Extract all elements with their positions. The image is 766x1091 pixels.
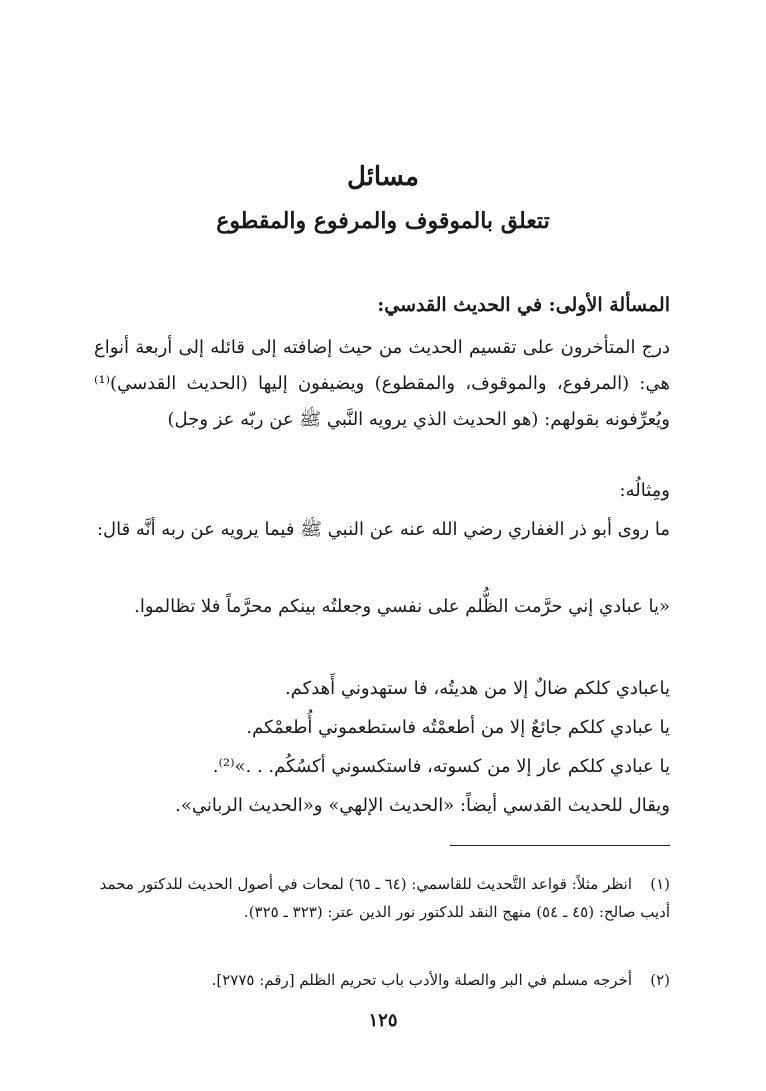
hadith-quote-line: يا عبادي كلكم عار إلا من كسوته، فاستكسوني أكسُكُم. . .»⁽²⁾.: [212, 756, 670, 777]
chapter-subtitle: تتعلق بالموقوف والمرفوع والمقطوع: [216, 208, 550, 234]
hadith-quote-line: يا عبادي كلكم جائعٌ إلا من أطعمْتُه فاستطعموني أُطعمْكم.: [246, 717, 670, 738]
chapter-title: مسائل: [347, 162, 419, 192]
section-heading: المسألة الأولى: في الحديث القدسي:: [377, 294, 670, 316]
paragraph-definition: درج المتأخرون على تقسيم الحديث من حيث إضافته إلى قائله إلى أربعة أنواع هي: (المرفوع، والموقوف، والمقطوع) ويضيفون إليها (الحديث القدسي)⁽¹⁾ ويُعرِّفونه بقولهم: (هو الحديث الذي يرويه النَّبي ﷺ عن ربّه عز وجل): [94, 337, 670, 430]
page-number: ١٢٥: [368, 1010, 398, 1031]
footnote-divider: [450, 845, 670, 846]
footnote-number: (١): [650, 875, 670, 893]
hadith-quote-line: ياعبادي كلكم ضالٌ إلا من هديتُه، فا ستهدوني أَهدكم.: [284, 678, 670, 699]
footnote: [92, 870, 670, 926]
footnote: [92, 966, 670, 994]
example-label: ومِثالُه:: [619, 480, 670, 501]
footnote-number: (٢): [650, 971, 670, 989]
hadith-quote-opening: «يا عبادي إني حرَّمت الظُّلم على نفسي وجعلتُه بينكم محرَّماً فلا تظالموا.: [134, 596, 670, 617]
footnote-text: انظر مثلاً: قواعد التَّحديث للقاسمي: (٦٤ ـ ٦٥) لمحات في أصول الحديث للدكتور محمد أديب صالح: (٤٥ ـ ٥٤) منهج النقد للدكتور نور الدين عتر: (٣٢٣ ـ ٣٢٥).: [99, 875, 670, 921]
footnote-text: أخرجه مسلم في البر والصلة والأدب باب تحريم الظلم [رقم: ٢٧٧٥].: [211, 971, 632, 989]
paragraph-narration: ما روى أبو ذر الغفاري رضي الله عنه عن النبي ﷺ فيما يرويه عن ربه أنَّه قال:: [96, 519, 670, 540]
paragraph-alternate-names: ويقال للحديث القدسي أيضاً: «الحديث الإلهي» و«الحديث الرباني».: [175, 795, 670, 816]
